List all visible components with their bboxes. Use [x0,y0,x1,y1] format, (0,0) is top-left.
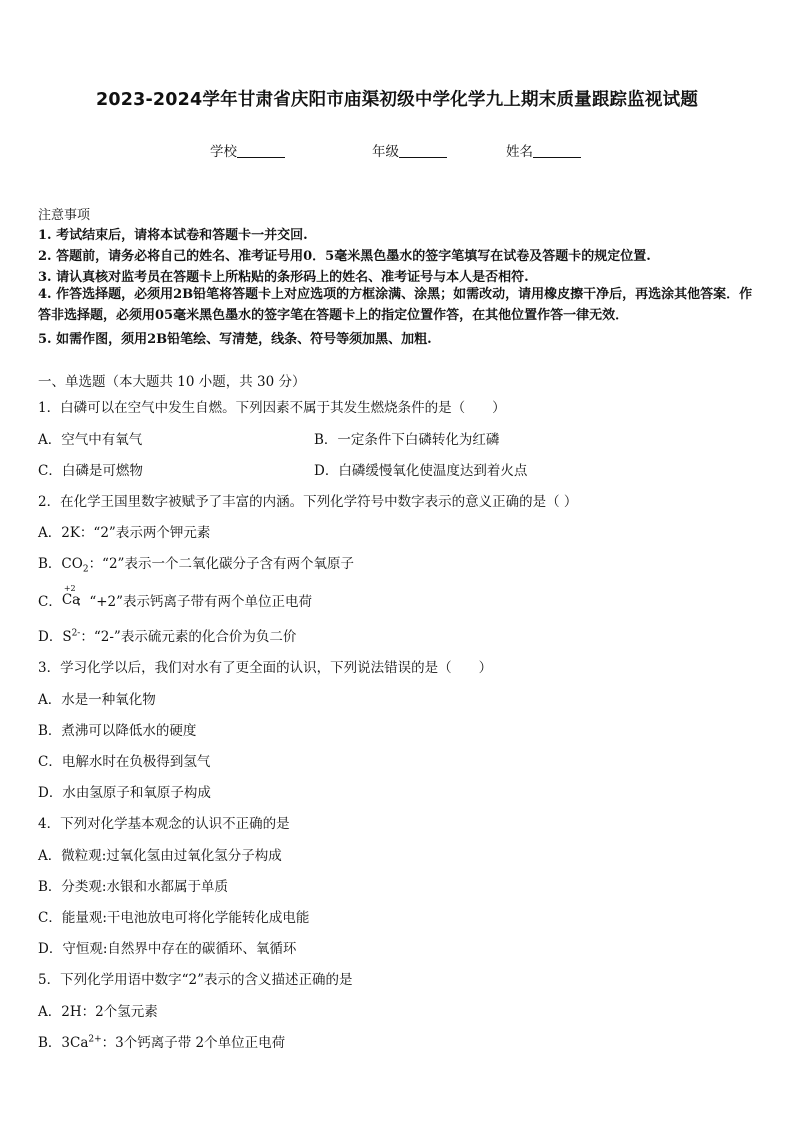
option-b: B．一定条件下白磷转化为红磷 [314,432,500,448]
school-label: 学校 [210,144,237,160]
option-b: B．$CO_2$：“2”表示一个二氧化碳分子含有两个氧原子 [38,556,354,575]
question-stem: 2．在化学王国里数字被赋予了丰富的内涵。下列化学符号中数字表示的意义正确的是（ ） [38,494,578,510]
question-stem: 5．下列化学用语中数字“2”表示的含义描述正确的是 [38,972,353,988]
option-c: C．能量观:干电池放电可将化学能转化成电能 [38,910,310,926]
school-blank [237,143,285,158]
option-b: B．$3Ca^{2+}$：3个钙离子带 2个单位正电荷 [38,1034,286,1051]
option-a: A．空气中有氧气 [38,432,143,448]
note-item: 2. 答题前，请务必将自己的姓名、准考证号用0．5毫米黑色墨水的签字笔填写在试卷及答题卡的规定位置. [38,249,651,264]
option-c: C． +2 Ca ：“+2”表示钙离子带有两个单位正电荷 [38,584,313,610]
name-blank [533,143,581,158]
name-label: 姓名 [506,144,533,160]
note-item: 3. 请认真核对监考员在答题卡上所粘贴的条形码上的姓名、准考证号与本人是否相符. [38,270,529,285]
question-stem: 3．学习化学以后，我们对水有了更全面的认识，下列说法错误的是（ ） [38,660,493,676]
option-b: B．分类观:水银和水都属于单质 [38,879,228,895]
grade-blank [399,143,447,158]
valence-symbol: +2 Ca [61,584,81,608]
section-heading: 一、单选题（本大题共 10 小题，共 30 分） [38,374,306,390]
option-d: D．白磷缓慢氧化使温度达到着火点 [314,463,528,479]
option-c: C．白磷是可燃物 [38,463,143,479]
school-field [210,140,285,160]
note-item: 1. 考试结束后，请将本试卷和答题卡一并交回. [38,228,308,243]
notes-heading: 注意事项 [38,208,91,223]
option-d: D．水由氢原子和氧原子构成 [38,785,211,801]
option-d: D．守恒观:自然界中存在的碳循环、氧循环 [38,941,297,957]
grade-label: 年级 [372,144,399,160]
option-a: A．2H：2个氢元素 [38,1004,158,1020]
note-item: 4. 作答选择题，必须用2B铅笔将答题卡上对应选项的方框涂满、涂黑；如需改动，请用橡皮擦干净后，再选涂其他答案．作答非选择题，必须用05毫米黑色墨水的签字笔在答题卡上的指定位置作答，在其他位置作答一律无效． [38,287,753,323]
option-a: A．水是一种氧化物 [38,692,156,708]
option-b: B．煮沸可以降低水的硬度 [38,723,197,739]
option-d: D．$S^{2-}$：“2-”表示硫元素的化合价为负二价 [38,628,297,645]
note-item: 5. 如需作图，须用2B铅笔绘、写清楚，线条、符号等须加黑、加粗. [38,332,432,347]
option-a: A．2K：“2”表示两个钾元素 [38,525,211,541]
option-a: A．微粒观:过氧化氢由过氧化氢分子构成 [38,848,282,864]
option-c: C．电解水时在负极得到氢气 [38,754,211,770]
page-title: 2023-2024学年甘肃省庆阳市庙渠初级中学化学九上期末质量跟踪监视试题 [95,90,699,110]
name-field [506,140,581,160]
question-stem: 1．白磷可以在空气中发生自燃。下列因素不属于其发生燃烧条件的是（ ） [38,400,506,416]
grade-field [372,140,447,160]
question-stem: 4．下列对化学基本观念的认识不正确的是 [38,816,290,832]
